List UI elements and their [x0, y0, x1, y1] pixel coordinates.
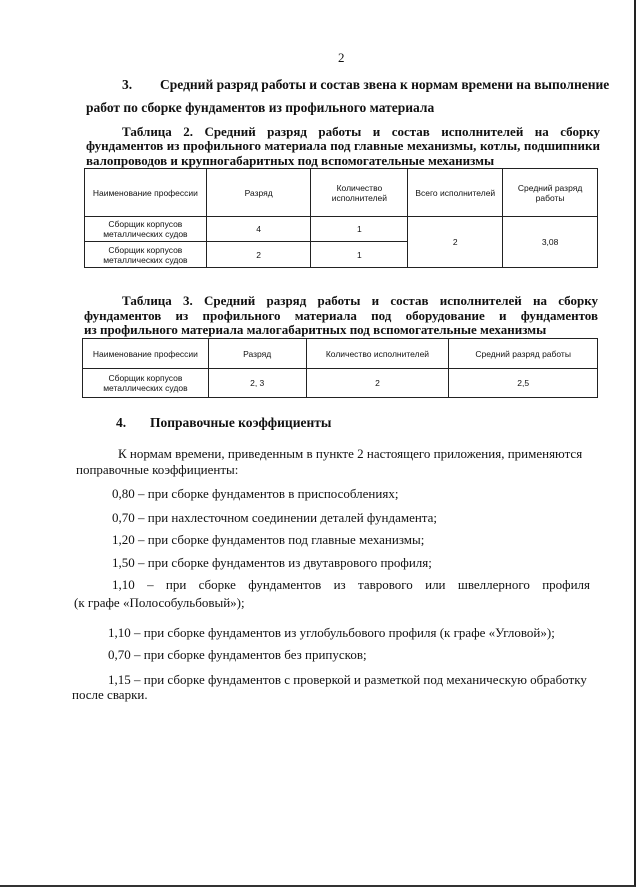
coef-item: 0,70 – при нахлесточном соединении деталей фундамента;	[112, 510, 438, 525]
table-2-title-line1: Таблица 2. Средний разряд работы и состав исполнителей на сборку	[122, 124, 600, 139]
cell-count: 1	[311, 217, 408, 242]
table-header-row	[83, 339, 598, 369]
coef-item: 0,80 – при сборке фундаментов в приспособлениях;	[112, 486, 399, 501]
page-number: 2	[338, 50, 345, 65]
header-count: Количество исполнителей	[311, 169, 408, 217]
table-3-title-line1: Таблица 3. Средний разряд работы и состав исполнителей на сборку	[122, 293, 598, 308]
coef-item: 1,15 – при сборке фундаментов с проверкой и разметкой под механическую обработку	[108, 672, 587, 687]
table-2	[84, 168, 598, 268]
table-3-title-line2: фундаментов из профильного материала под оборудование и фундаментов	[84, 308, 598, 323]
cell-profession: Сборщик корпусов металлических судов	[83, 369, 209, 398]
section-3-title-line2: работ по сборке фундаментов из профильного материала	[86, 100, 435, 115]
coef-item: 1,10 – при сборке фундаментов из углобульбового профиля (к графе «Угловой»);	[108, 625, 555, 640]
table-3-title-line3: из профильного материала малогабаритных под вспомогательные механизмы	[84, 322, 547, 337]
coef-item-continuation: после сварки.	[72, 687, 148, 702]
table-2-title-line2: фундаментов из профильного материала под главные механизмы, котлы, подшипники	[86, 138, 600, 153]
header-total: Всего исполнителей	[408, 169, 503, 217]
intro-line1: К нормам времени, приведенным в пункте 2 настоящего приложения, применяются	[118, 446, 583, 461]
intro-line2: поправочные коэффициенты:	[76, 462, 239, 477]
header-profession: Наименование профессии	[83, 339, 209, 369]
coef-item: 0,70 – при сборке фундаментов без припусков;	[108, 647, 367, 662]
cell-count: 2	[306, 369, 449, 398]
cell-profession: Сборщик корпусов металлических судов	[85, 242, 207, 268]
header-count: Количество исполнителей	[306, 339, 449, 369]
table-row	[85, 217, 598, 242]
header-profession: Наименование профессии	[85, 169, 207, 217]
cell-grade: 2, 3	[208, 369, 306, 398]
table-2-title-line3: валопроводов и крупногабаритных под вспомогательные механизмы	[86, 153, 495, 168]
header-grade: Разряд	[208, 339, 306, 369]
header-avg-grade: Средний разряд работы	[449, 339, 598, 369]
cell-avg-grade: 3,08	[503, 217, 598, 268]
section-3-number: 3.	[122, 77, 133, 92]
cell-profession: Сборщик корпусов металлических судов	[85, 217, 207, 242]
header-avg-grade: Средний разряд работы	[503, 169, 598, 217]
cell-count: 1	[311, 242, 408, 268]
cell-avg-grade: 2,5	[449, 369, 598, 398]
section-4-number: 4.	[116, 415, 127, 430]
cell-grade: 2	[206, 242, 311, 268]
table-3	[82, 338, 598, 398]
table-header-row	[85, 169, 598, 217]
coef-item: 1,10 – при сборке фундаментов из таврового или швеллерного профиля	[112, 577, 590, 592]
cell-total: 2	[408, 217, 503, 268]
coef-item: 1,20 – при сборке фундаментов под главные механизмы;	[112, 532, 425, 547]
section-4-title: Поправочные коэффициенты	[150, 415, 332, 430]
cell-grade: 4	[206, 217, 311, 242]
section-3-title-line1: Средний разряд работы и состав звена к нормам времени на выполнение	[160, 77, 610, 92]
coef-item-continuation: (к графе «Полособульбовый»);	[74, 595, 245, 610]
header-grade: Разряд	[206, 169, 311, 217]
table-row	[83, 369, 598, 398]
coef-item: 1,50 – при сборке фундаментов из двутаврового профиля;	[112, 555, 432, 570]
